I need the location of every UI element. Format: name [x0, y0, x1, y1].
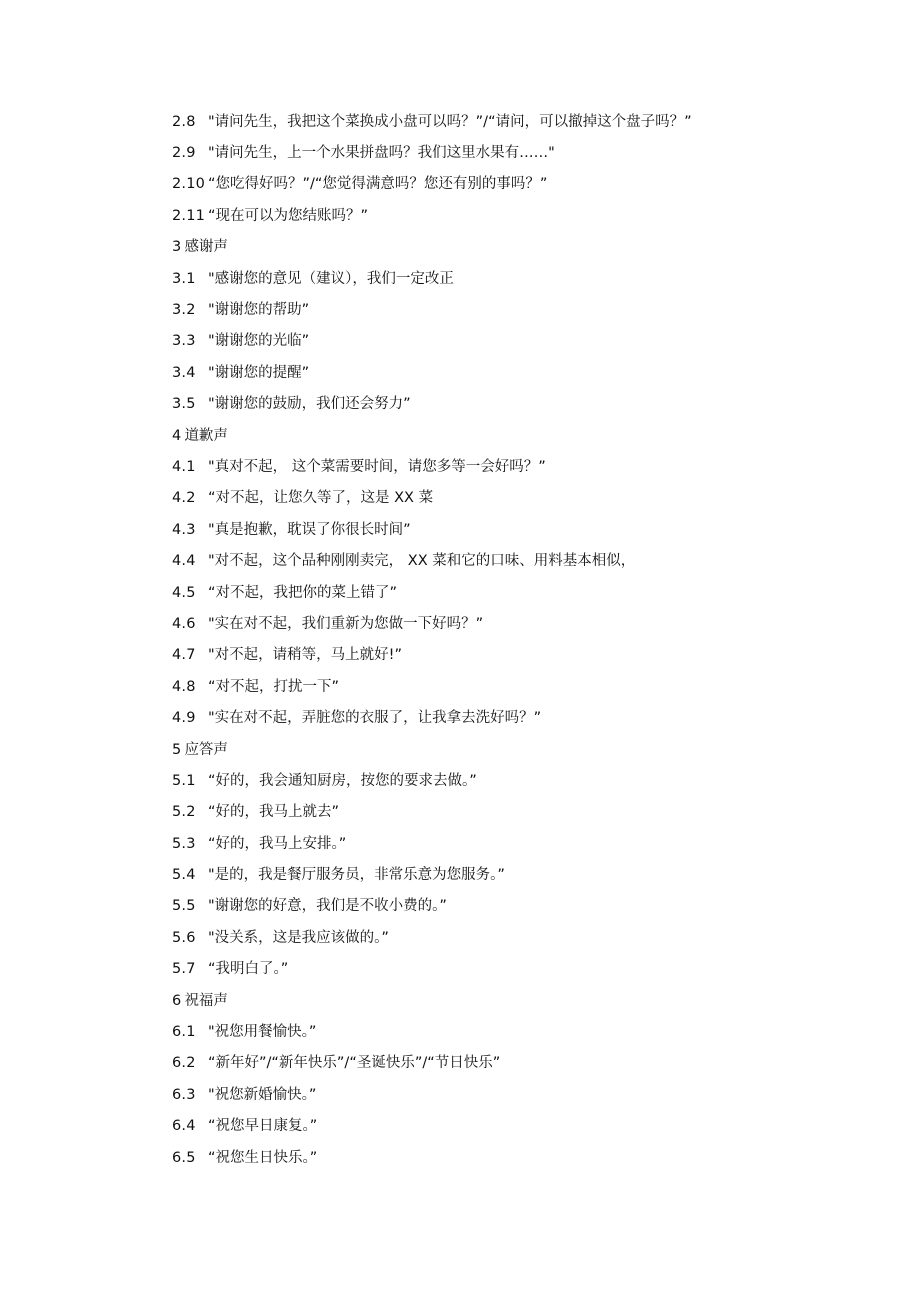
list-item: [172, 514, 872, 545]
list-item: [172, 577, 872, 608]
item-text: “现在可以为您结账吗？”: [208, 207, 369, 224]
item-number: 4.5: [172, 584, 196, 601]
item-number: 6.2: [172, 1055, 196, 1072]
item-text: "没关系，这是我应该做的。”: [208, 929, 389, 946]
section-title: 道歉声: [184, 427, 228, 444]
item-text: "请问先生，上一个水果拼盘吗？我们这里水果有……": [208, 145, 555, 162]
section-heading: [172, 734, 872, 765]
list-item: [172, 451, 872, 482]
item-number: 2.8: [172, 113, 196, 130]
item-text: "祝您用餐愉快。”: [208, 1024, 317, 1041]
item-text: “祝您早日康复。”: [208, 1118, 318, 1135]
item-number: 6.5: [172, 1149, 196, 1166]
item-number: 4.4: [172, 553, 196, 570]
item-text: “您吃得好吗？”/“您觉得满意吗？您还有别的事吗？”: [208, 176, 548, 193]
item-number: 4.9: [172, 710, 196, 727]
item-number: 2.11: [172, 207, 206, 224]
list-item: [172, 828, 872, 859]
item-number: 4.2: [172, 490, 196, 507]
list-item: [172, 483, 872, 514]
section-title: 应答声: [184, 741, 228, 758]
item-number: 6.1: [172, 1024, 196, 1041]
list-item: [172, 106, 872, 137]
item-text: "谢谢您的好意，我们是不收小费的。”: [208, 898, 447, 915]
item-text: "真是抱歉，耽误了你很长时间”: [208, 521, 411, 538]
list-item: [172, 640, 872, 671]
item-text: "对不起，请稍等，马上就好!”: [208, 647, 402, 664]
list-item: [172, 357, 872, 388]
document-body: [172, 106, 872, 1173]
item-number: 5.4: [172, 867, 196, 884]
list-item: [172, 169, 872, 200]
list-item: [172, 326, 872, 357]
list-item: [172, 1142, 872, 1173]
list-item: [172, 263, 872, 294]
list-item: [172, 1111, 872, 1142]
list-item: [172, 797, 872, 828]
item-number: 4: [172, 427, 182, 444]
item-number: 2.9: [172, 145, 196, 162]
item-number: 4.7: [172, 647, 196, 664]
section-title: 祝福声: [184, 992, 228, 1009]
item-text: "请问先生，我把这个菜换成小盘可以吗？”/“请问，可以撤掉这个盘子吗？”: [208, 113, 692, 130]
item-text: “对不起，我把你的菜上错了”: [208, 584, 398, 601]
item-number: 3.2: [172, 302, 196, 319]
section-heading: [172, 985, 872, 1016]
item-number: 4.6: [172, 615, 196, 632]
section-heading: [172, 420, 872, 451]
item-number: 5.2: [172, 804, 196, 821]
item-number: 4.1: [172, 458, 196, 475]
item-number: 5: [172, 741, 182, 758]
item-number: 5.1: [172, 772, 196, 789]
list-item: [172, 859, 872, 890]
item-text: "祝您新婚愉快。”: [208, 1086, 317, 1103]
section-title: 感谢声: [184, 239, 228, 256]
list-item: [172, 1048, 872, 1079]
item-text: "谢谢您的鼓励，我们还会努力”: [208, 396, 411, 413]
item-text: “好的，我马上就去”: [208, 804, 340, 821]
list-item: [172, 765, 872, 796]
item-number: 3: [172, 239, 182, 256]
list-item: [172, 389, 872, 420]
item-number: 5.3: [172, 835, 196, 852]
list-item: [172, 608, 872, 639]
item-number: 5.7: [172, 961, 196, 978]
list-item: [172, 954, 872, 985]
list-item: [172, 671, 872, 702]
item-text: "是的，我是餐厅服务员，非常乐意为您服务。”: [208, 867, 505, 884]
item-number: 4.3: [172, 521, 196, 538]
list-item: [172, 922, 872, 953]
item-text: "实在对不起，我们重新为您做一下好吗？”: [208, 615, 484, 632]
item-text: "实在对不起，弄脏您的衣服了，让我拿去洗好吗？”: [208, 710, 542, 727]
item-number: 2.10: [172, 176, 206, 193]
list-item: [172, 891, 872, 922]
list-item: [172, 545, 872, 576]
item-text: “对不起，让您久等了，这是 XX 菜: [208, 490, 434, 507]
item-number: 5.5: [172, 898, 196, 915]
item-text: “新年好”/“新年快乐”/“圣诞快乐”/“节日快乐”: [208, 1055, 501, 1072]
item-text: "谢谢您的提醒”: [208, 364, 310, 381]
item-number: 3.1: [172, 270, 196, 287]
item-number: 6.3: [172, 1086, 196, 1103]
item-number: 5.6: [172, 929, 196, 946]
list-item: [172, 294, 872, 325]
item-number: 4.8: [172, 678, 196, 695]
item-number: 3.3: [172, 333, 196, 350]
item-text: “我明白了。”: [208, 961, 289, 978]
section-heading: [172, 232, 872, 263]
item-text: “祝您生日快乐。”: [208, 1149, 318, 1166]
list-item: [172, 137, 872, 168]
list-item: [172, 1016, 872, 1047]
item-number: 6.4: [172, 1118, 196, 1135]
item-text: “对不起，打扰一下”: [208, 678, 340, 695]
item-text: "谢谢您的光临”: [208, 333, 310, 350]
item-text: “好的，我马上安排。”: [208, 835, 347, 852]
list-item: [172, 1079, 872, 1110]
item-text: "谢谢您的帮助”: [208, 302, 310, 319]
item-text: "对不起，这个品种刚刚卖完， XX 菜和它的口味、用料基本相似，: [208, 553, 636, 570]
list-item: [172, 702, 872, 733]
item-text: "真对不起， 这个菜需要时间，请您多等一会好吗？”: [208, 458, 546, 475]
item-number: 3.4: [172, 364, 196, 381]
item-text: "感谢您的意见（建议），我们一定改正: [208, 270, 454, 287]
item-number: 3.5: [172, 396, 196, 413]
item-text: “好的，我会通知厨房，按您的要求去做。”: [208, 772, 477, 789]
list-item: [172, 200, 872, 231]
item-number: 6: [172, 992, 182, 1009]
